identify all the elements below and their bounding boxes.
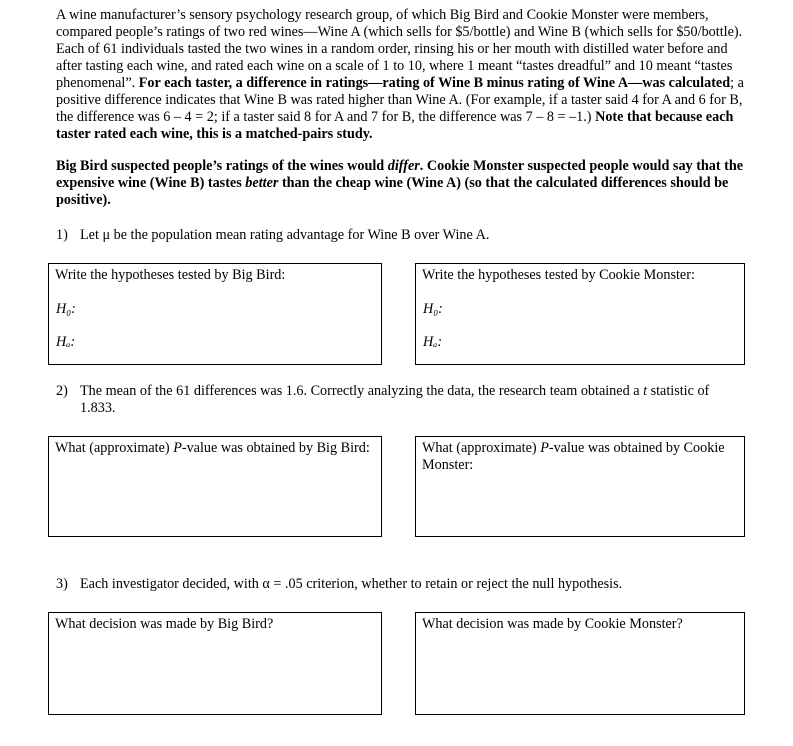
mu-symbol: μ <box>102 227 111 243</box>
question-3 <box>56 576 746 593</box>
intro-paragraph <box>56 7 746 143</box>
suspicion-em-better: better <box>245 175 279 191</box>
suspicion-text-1: Big Bird suspected people’s ratings of the wines would <box>56 158 388 174</box>
intro-text-2: ; a positive difference indicates that Wine B was rated higher than Wine A. (For example, if a taster said 4 for A and 6 for B, the difference was 6 – 4 = 2; if a taster said 8 for A and 7 for B, the difference was 7 – 8 = –1.) <box>56 75 744 125</box>
big-bird-hypotheses-box[interactable] <box>48 263 382 365</box>
cookie-monster-ha-label: Hₐ: <box>423 334 443 350</box>
cookie-monster-decision-prompt: What decision was made by Cookie Monster? <box>422 616 683 632</box>
question-2 <box>56 383 746 417</box>
question-1-number: 1) <box>56 227 68 243</box>
big-bird-pvalue-box[interactable] <box>48 436 382 537</box>
question-2-number: 2) <box>56 383 68 399</box>
question-2-text: The mean of the 61 differences was 1.6. Correctly analyzing the data, the research team obtained a t statistic of 1.833. <box>80 383 710 416</box>
intro-bold-1: For each taster, a difference in ratings—rating of Wine B minus rating of Wine A—was calculated <box>138 75 731 91</box>
cookie-monster-pvalue-prompt: What (approximate) P-value was obtained by Cookie Monster: <box>422 440 725 473</box>
cookie-monster-hypotheses-prompt: Write the hypotheses tested by Cookie Monster: <box>422 267 695 283</box>
cookie-monster-decision-box[interactable] <box>415 612 745 715</box>
question-1-text: Let μ be the population mean rating advantage for Wine B over Wine A. <box>80 227 490 243</box>
intro-bold-2: Note that because each taster rated each wine, this is a matched-pairs study. <box>56 109 734 142</box>
question-3-number: 3) <box>56 576 68 592</box>
cookie-monster-h0-label: H₀: <box>423 301 443 317</box>
question-1 <box>56 227 746 244</box>
big-bird-decision-box[interactable] <box>48 612 382 715</box>
big-bird-ha-label: Hₐ: <box>56 334 76 350</box>
big-bird-h0-label: H₀: <box>56 301 76 317</box>
suspicion-text-2: . Cookie Monster suspected people would say that the expensive wine (Wine B) tastes <box>56 158 744 191</box>
big-bird-hypotheses-prompt: Write the hypotheses tested by Big Bird: <box>55 267 286 283</box>
suspicion-em-differ: differ <box>387 158 420 174</box>
suspicion-text-3: than the cheap wine (Wine A) (so that the calculated differences should be positive). <box>56 175 729 208</box>
big-bird-pvalue-prompt: What (approximate) P-value was obtained by Big Bird: <box>55 440 370 456</box>
cookie-monster-hypotheses-box[interactable] <box>415 263 745 365</box>
question-3-text: Each investigator decided, with α = .05 criterion, whether to retain or reject the null hypothesis. <box>80 576 623 592</box>
intro-text-1: A wine manufacturer’s sensory psychology research group, of which Big Bird and Cookie Monster were members, compared people’s ratings of two red wines—Wine A (which sells for $5/bottle) and Wine B (which sells for $50/bottle). Each of 61 individuals tasted the two wines in a random order, rinsing his or her mouth with distilled water before and after tasting each wine, and rated each wine on a scale of 1 to 10, where 1 meant “tastes dreadful” and 10 meant “tastes phenomenal”. <box>56 7 743 91</box>
suspicion-paragraph <box>56 158 746 209</box>
cookie-monster-pvalue-box[interactable] <box>415 436 745 537</box>
t-symbol: t <box>643 383 648 399</box>
big-bird-decision-prompt: What decision was made by Big Bird? <box>55 616 274 632</box>
